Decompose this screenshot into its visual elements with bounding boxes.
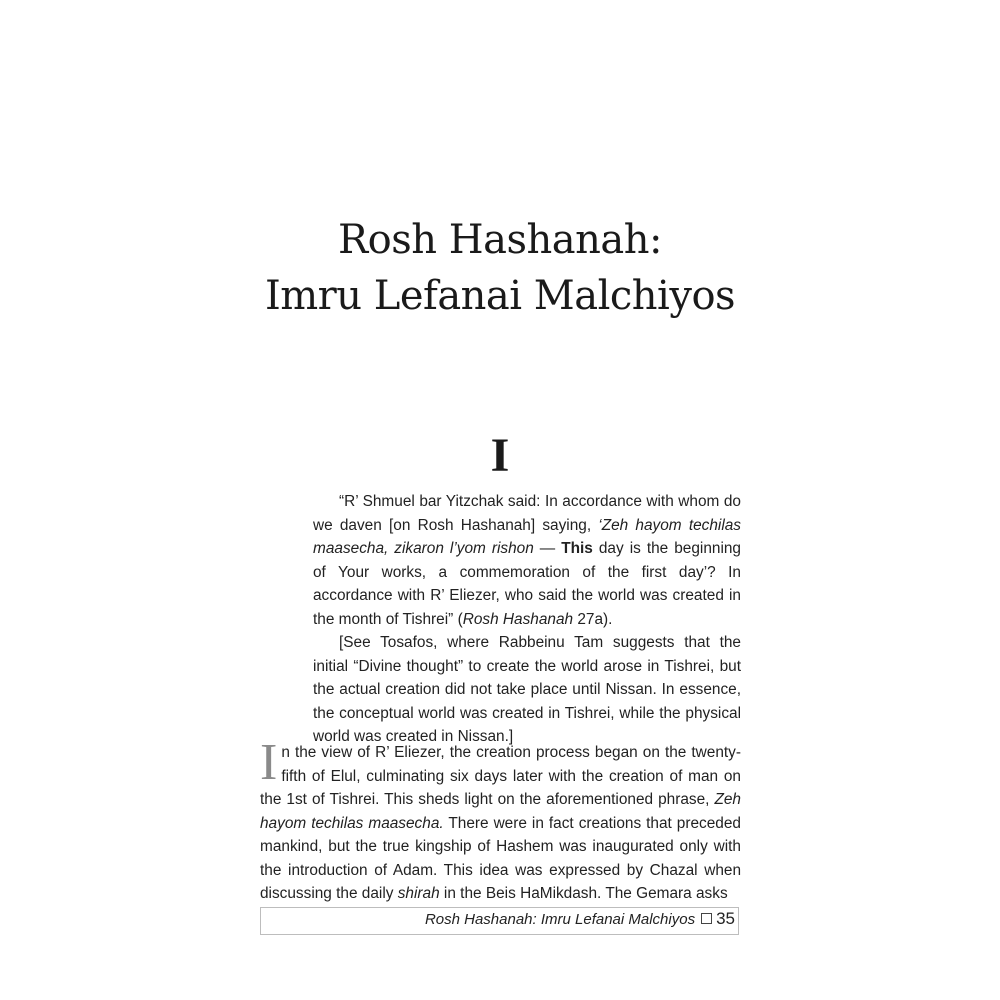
quote-text: “R’ Shmuel bar Yitzchak said: In accordance with whom do we daven [on Rosh Hashanah] saying, [313,493,741,534]
separator-box-icon [701,913,712,924]
chapter-title [0,212,1000,324]
section-numeral: I [490,429,510,482]
quote-hebrew-phrase: ‘Zeh hayom techilas maasecha, zikaron l’yom rishon [313,516,741,557]
quote-paragraph-1 [313,490,741,631]
running-head: Rosh Hashanah: Imru Lefanai Malchiyos [424,911,696,928]
body-text-run: There were in fact creations that preceded mankind, but the true kingship of Hashem was inaugurated only with the introduction of Adam. This idea was expressed by Chazal when discussing the daily [260,814,741,902]
quote-source-title: Rosh Hashanah [462,610,574,628]
quote-text: day is the beginning of Your works, a commemoration of the first day’? In accordance with R’ Eliezer, who said the world was created in the month of Tishrei” ( [313,540,741,628]
body-italic-phrase: Zeh hayom techilas maasecha. [260,791,741,832]
quote-bold-word: This [561,540,593,557]
opening-quote [313,490,741,749]
page-footer [260,907,739,935]
body-italic-word: shirah [397,885,440,902]
drop-cap: I [260,734,278,791]
footer-text [425,909,735,930]
page-number: 35 [716,909,735,928]
body-text-run: in the Beis HaMikdash. The Gemara asks [439,885,728,902]
body-text-run: n the view of R’ Eliezer, the creation process began on the twenty-fifth of Elul, culminating six days later with the creation of man on the 1st of Tishrei. This sheds light on the aforementioned phrase, [260,744,741,808]
chapter-title-line-2: Imru Lefanai Malchiyos [264,273,736,319]
body-text [260,734,741,906]
quote-paragraph-2: [See Tosafos, where Rabbeinu Tam suggests that the initial “Divine thought” to create the world arose in Tishrei, but the actual creation did not take place until Nissan. In essence, the conceptual world was created in Tishrei, while the physical world was created in Nissan.] [313,634,741,745]
body-paragraph [260,734,741,906]
quote-source-ref: 27a). [573,610,613,628]
quote-dash: — [533,540,562,557]
chapter-title-line-1: Rosh Hashanah: [338,217,662,263]
